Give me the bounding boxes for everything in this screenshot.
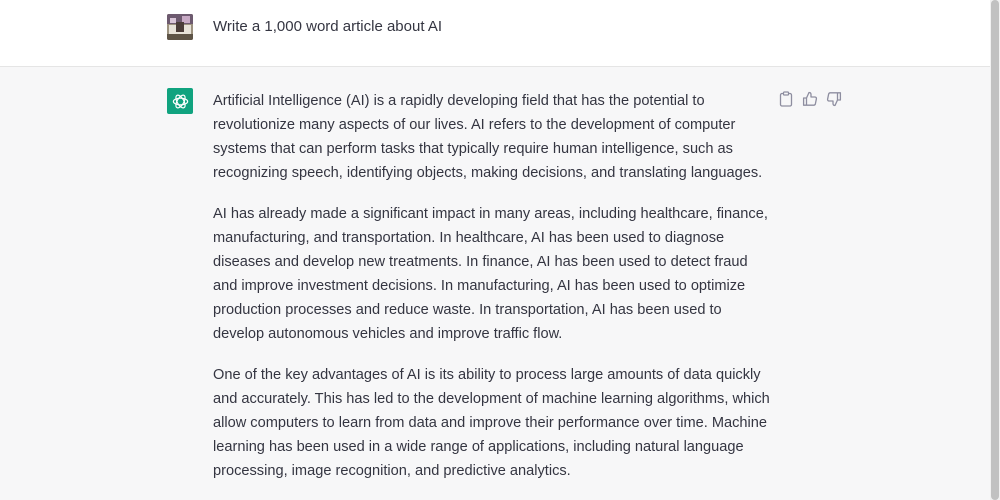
openai-logo-icon xyxy=(171,92,190,111)
assistant-message-row xyxy=(0,67,990,500)
vertical-scrollbar[interactable] xyxy=(990,0,1000,500)
user-message-text: Write a 1,000 word article about AI xyxy=(213,18,443,35)
clipboard-icon xyxy=(779,91,793,107)
dislike-button[interactable] xyxy=(826,91,842,107)
assistant-paragraph: Artificial Intelligence (AI) is a rapidly developing field that has the potential to revolutionize many aspects of our lives. AI refers to the development of computer systems that can perform tasks that typically require human intelligence, such as recognizing speech, identifying objects, making decisions, and translating languages. xyxy=(213,93,763,181)
assistant-avatar xyxy=(167,88,193,114)
assistant-message xyxy=(213,89,775,500)
like-button[interactable] xyxy=(802,91,818,107)
assistant-paragraph: One of the key advantages of AI is its ability to process large amounts of data quickly and accurately. This has led to the development of machine learning algorithms, which allow computers to learn from data and improve their performance over time. Machine learning has been used in a wide range of applications, including natural language processing, image recognition, and predictive analytics. xyxy=(213,367,770,479)
user-avatar-image xyxy=(167,14,193,40)
copy-button[interactable] xyxy=(778,91,794,107)
thumbs-down-icon xyxy=(826,91,842,107)
user-avatar xyxy=(167,14,193,40)
thumbs-up-icon xyxy=(802,91,818,107)
user-message-row xyxy=(0,0,990,67)
scrollbar-thumb[interactable] xyxy=(991,0,999,500)
assistant-paragraph: AI has already made a significant impact in many areas, including healthcare, finance, manufacturing, and transportation. In healthcare, AI has been used to diagnose diseases and develop new treatments. In finance, AI has been used to detect fraud and improve investment decisions. In manufacturing, AI has been used to optimize production processes and reduce waste. In transportation, AI has been used to develop autonomous vehicles and improve traffic flow. xyxy=(213,206,768,342)
message-actions xyxy=(778,89,844,109)
